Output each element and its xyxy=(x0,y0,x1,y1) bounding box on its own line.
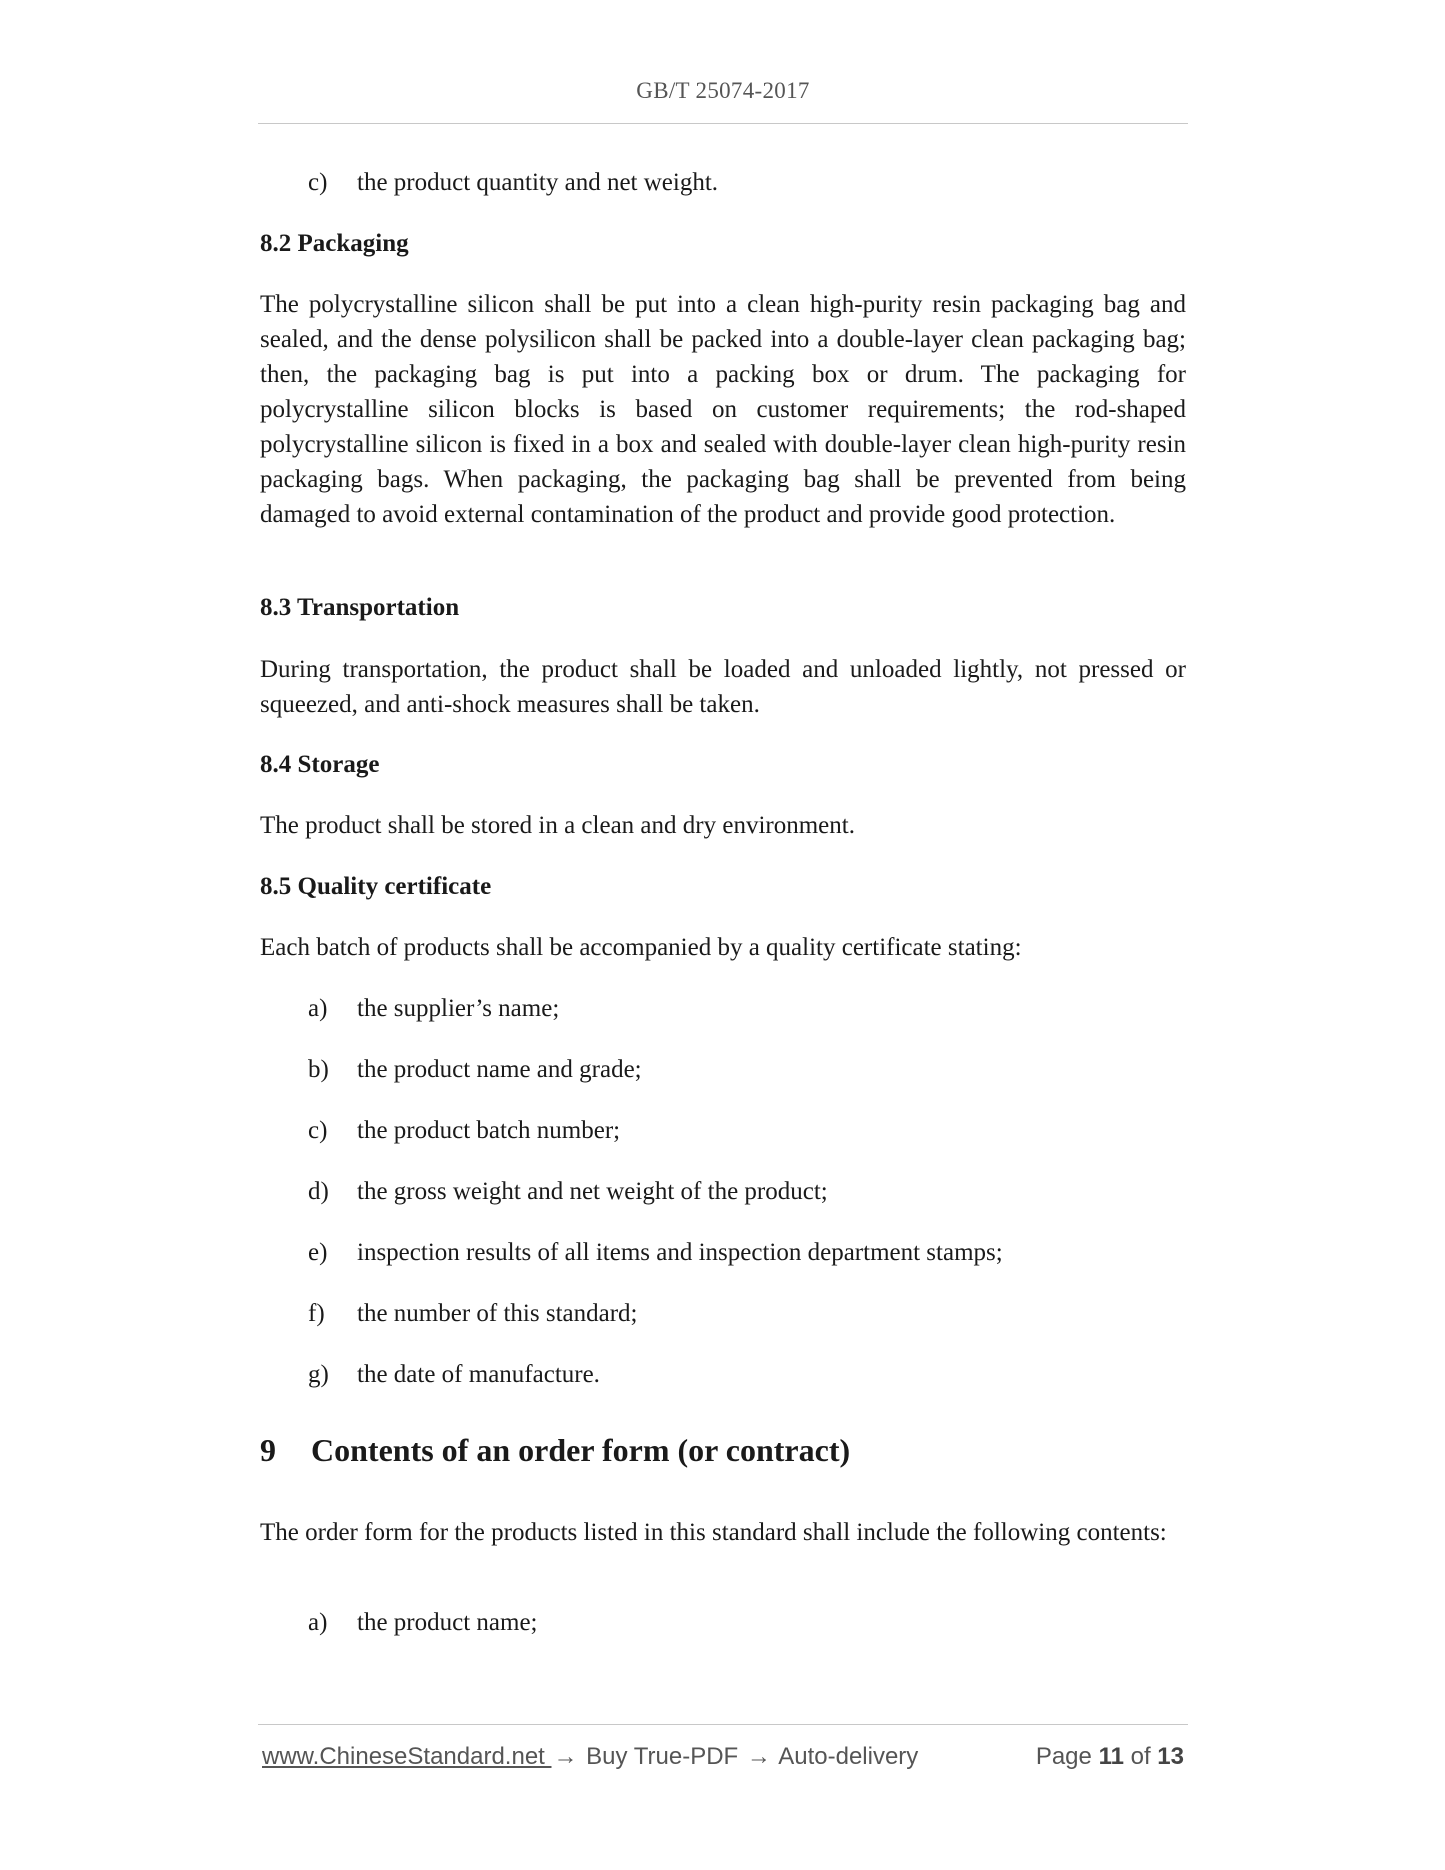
list-text: inspection results of all items and inspection department stamps; xyxy=(357,1239,1003,1266)
list-marker: b) xyxy=(308,1056,329,1083)
arrow-right-icon: → xyxy=(553,1743,578,1770)
list-text: the product name; xyxy=(357,1609,538,1636)
page-footer xyxy=(262,1743,1188,1771)
section-8-5-body: Each batch of products shall be accompanied by a quality certificate stating: xyxy=(260,934,1022,961)
list-marker: e) xyxy=(308,1239,328,1266)
arrow-right-icon: → xyxy=(746,1743,771,1770)
list-marker: c) xyxy=(308,1117,328,1144)
footer-divider xyxy=(258,1724,1188,1725)
list-item xyxy=(308,992,559,1026)
section-8-5-heading: 8.5 Quality certificate xyxy=(260,873,492,900)
current-page-number: 11 xyxy=(1098,1743,1124,1770)
section-9-heading xyxy=(260,1430,850,1470)
section-number: 9 xyxy=(260,1432,276,1468)
page-indicator xyxy=(1036,1743,1184,1771)
section-9-body: The order form for the products listed in this standard shall include the following contents: xyxy=(260,1519,1167,1546)
list-text: the date of manufacture. xyxy=(357,1361,600,1388)
list-marker: a) xyxy=(308,1609,328,1636)
list-item xyxy=(308,1175,828,1209)
list-marker: c) xyxy=(308,169,328,196)
list-marker: f) xyxy=(308,1300,325,1327)
page-label: Page xyxy=(1035,1743,1092,1770)
list-text: the number of this standard; xyxy=(357,1300,638,1327)
total-page-number: 13 xyxy=(1157,1743,1184,1770)
section-8-4-body: The product shall be stored in a clean and dry environment. xyxy=(260,812,855,839)
list-marker: a) xyxy=(308,995,328,1022)
site-link[interactable]: www.ChineseStandard.net xyxy=(262,1743,552,1770)
buy-true-pdf-text: Buy True-PDF xyxy=(586,1743,739,1770)
section-8-3-body: During transportation, the product shall be loaded and unloaded lightly, not pressed or squeezed, and anti-shock measures shall be taken. xyxy=(260,656,1186,718)
list-text: the gross weight and net weight of the product; xyxy=(357,1178,828,1205)
list-item xyxy=(308,1236,1003,1270)
list-item xyxy=(308,1297,638,1331)
header-divider xyxy=(258,123,1188,124)
list-item xyxy=(308,1606,538,1640)
section-8-4-heading: 8.4 Storage xyxy=(260,751,380,778)
list-text: the product quantity and net weight. xyxy=(357,169,719,196)
section-8-2-body: The polycrystalline silicon shall be put into a clean high-purity resin packaging bag and sealed, and the dense polysilicon shall be packed into a double-layer clean packaging bag; then, the packaging bag is put into a packing box or drum. The packaging for polycrystalline silicon blocks is based on customer requirements; the rod-shaped polycrystalline silicon is fixed in a box and sealed with double-layer clean high-purity resin packaging bags. When packaging, the packaging bag shall be prevented from being damaged to avoid external contamination of the product and provide good protection. xyxy=(260,291,1186,528)
list-marker: g) xyxy=(308,1361,329,1388)
of-label: of xyxy=(1130,1743,1151,1770)
running-header: GB/T 25074-2017 xyxy=(636,78,810,103)
section-8-3-heading: 8.3 Transportation xyxy=(260,594,460,621)
list-marker: d) xyxy=(308,1178,329,1205)
section-8-2-heading: 8.2 Packaging xyxy=(260,230,409,257)
list-text: the product batch number; xyxy=(357,1117,621,1144)
list-text: the product name and grade; xyxy=(357,1056,642,1083)
list-text: the supplier’s name; xyxy=(357,995,560,1022)
section-title-text: Contents of an order form (or contract) xyxy=(311,1432,851,1468)
list-item xyxy=(308,166,718,200)
list-item xyxy=(308,1114,620,1148)
list-item xyxy=(308,1358,600,1392)
auto-delivery-text: Auto-delivery xyxy=(778,1743,919,1770)
list-item xyxy=(308,1053,642,1087)
